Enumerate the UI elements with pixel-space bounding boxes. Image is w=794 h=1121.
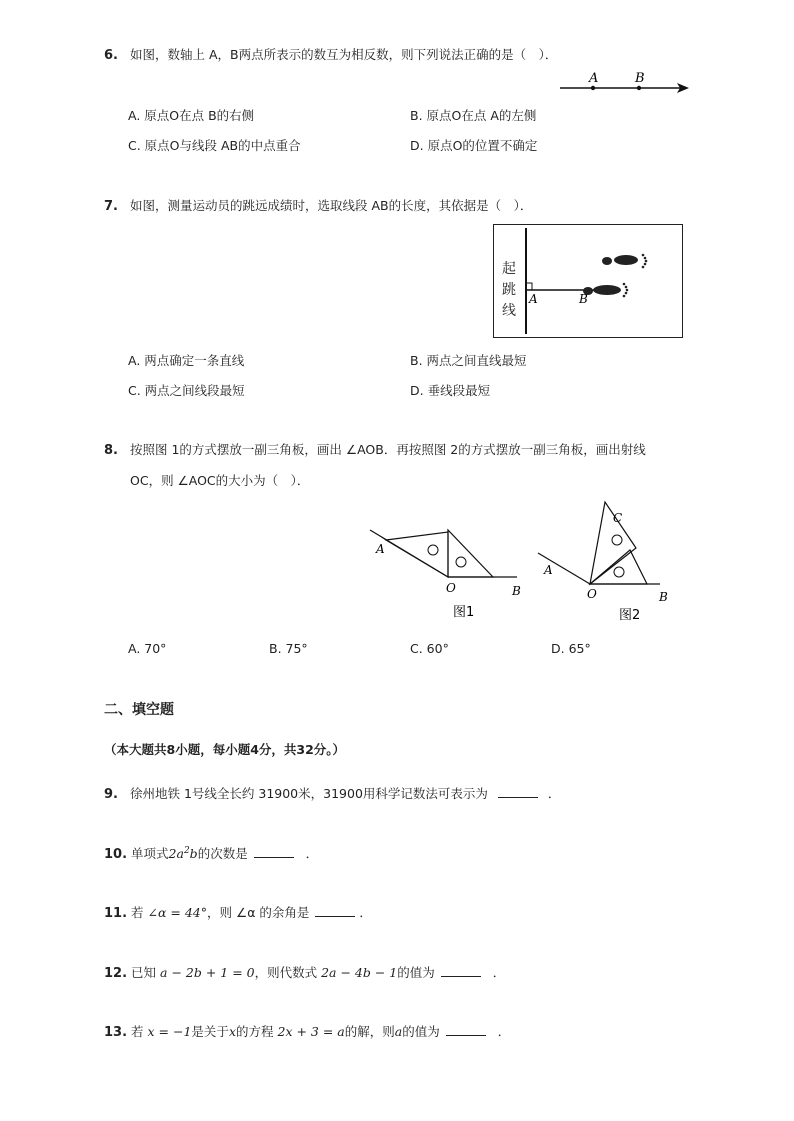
math-expression: ∠α = 44° [147,905,208,920]
question-11 [104,903,372,921]
expr-exponent: 2 [183,845,190,856]
expr-base: 2a [168,846,184,861]
option-c[interactable]: C. 两点之间线段最短 [128,383,245,398]
number-line-figure [555,68,695,98]
question-text: 如图，数轴上 A，B两点所表示的数互为相反数，则下列说法正确的是（ ）． [129,47,558,62]
point-label-a: A [544,563,553,577]
question-end: ． [305,846,319,861]
figure-caption: 图1 [453,605,475,620]
point-label-a: A [528,291,538,306]
section-note: （本大题共8小题，每小题4分，共32分。） [104,742,346,757]
question-number: 7. [104,199,118,214]
option-d[interactable]: D. 原点O的位置不确定 [410,138,538,153]
option-b[interactable]: B. 两点之间直线最短 [410,353,527,368]
triangle-figure-1 [360,520,530,625]
point-label-b: B [578,291,588,306]
answer-blank[interactable] [254,846,294,858]
math-expression: 2x + 3 = a [277,1024,345,1039]
question-7 [104,196,532,214]
question-text: 的解，则 [344,1024,395,1039]
question-end: ． [359,905,372,920]
math-variable: a [394,1024,403,1039]
question-end: ． [492,965,506,980]
math-expression [169,846,198,861]
question-text: 的方程 [236,1024,274,1039]
point-label-b: B [512,584,521,598]
takeoff-char: 起 [502,261,516,277]
option-b[interactable]: B. 75° [269,641,308,656]
question-10 [104,844,318,862]
question-text: ，则 ∠α 的余角是 [207,905,310,920]
takeoff-line-label [502,259,520,322]
question-text: 单项式 [131,846,169,861]
point-label-b: B [659,590,668,604]
question-number: 12. [104,966,128,981]
answer-blank[interactable] [446,1024,486,1036]
question-6 [104,45,557,63]
takeoff-char: 跳 [502,282,516,298]
question-text: 的次数是 [197,846,248,861]
question-text: 如图，测量运动员的跳远成绩时，选取线段 AB的长度，其依据是（ ）． [129,198,533,213]
takeoff-char: 线 [502,303,516,319]
option-d[interactable]: D. 垂线段最短 [410,383,491,398]
question-number: 6. [104,48,118,63]
option-c[interactable]: C. 60° [410,641,449,656]
question-number: 11. [104,906,128,921]
question-end: ． [497,1024,511,1039]
answer-blank[interactable] [441,965,481,977]
section-title: 二、填空题 [104,702,174,718]
question-end: ． [547,786,561,801]
question-text: 是关于 [191,1024,229,1039]
question-text: 徐州地铁 1号线全长约 31900米，31900用科学记数法可表示为 [129,786,488,801]
option-a[interactable]: A. 原点O在点 B的右侧 [128,108,255,123]
math-expression: x = −1 [147,1024,192,1039]
answer-blank[interactable] [315,905,355,917]
question-text: 若 [131,905,144,920]
question-number: 8. [104,443,118,458]
question-8 [104,440,646,458]
question-text-line2: OC，则 ∠AOC的大小为（ ）． [130,473,310,488]
expr-tail: b [189,846,198,861]
point-label-a: A [376,542,385,556]
point-label-c: C [613,511,623,525]
point-label-a: A [589,71,599,86]
option-d[interactable]: D. 65° [551,641,591,656]
point-label-o: O [446,581,456,595]
option-b[interactable]: B. 原点O在点 A的左侧 [410,108,537,123]
option-a[interactable]: A. 两点确定一条直线 [128,353,245,368]
math-expression: a − 2b + 1 = 0 [160,965,255,980]
question-text: 的值为 [402,1024,440,1039]
point-label-b: B [635,71,645,86]
question-13 [104,1022,510,1040]
figure-caption: 图2 [619,608,641,623]
footprint-icon [583,253,647,297]
option-a[interactable]: A. 70° [128,641,167,656]
question-number: 13. [104,1025,128,1040]
option-c[interactable]: C. 原点O与线段 AB的中点重合 [128,138,301,153]
question-text: 已知 [131,965,157,980]
question-9 [104,784,560,802]
math-variable: x [228,1024,236,1039]
question-text: 若 [131,1024,144,1039]
question-text: 的值为 [397,965,435,980]
question-number: 10. [104,847,128,862]
long-jump-figure [493,224,683,338]
point-label-o: O [587,587,597,601]
question-text: ，则代数式 [254,965,318,980]
question-number: 9. [104,787,118,802]
triangle-figure-2 [535,498,685,628]
math-expression: 2a − 4b − 1 [321,965,398,980]
question-text-line1: 按照图 1的方式摆放一副三角板，画出 ∠AOB．再按照图 2的方式摆放一副三角板，画出射线 [129,442,646,457]
answer-blank[interactable] [498,786,538,798]
question-12 [104,963,505,981]
